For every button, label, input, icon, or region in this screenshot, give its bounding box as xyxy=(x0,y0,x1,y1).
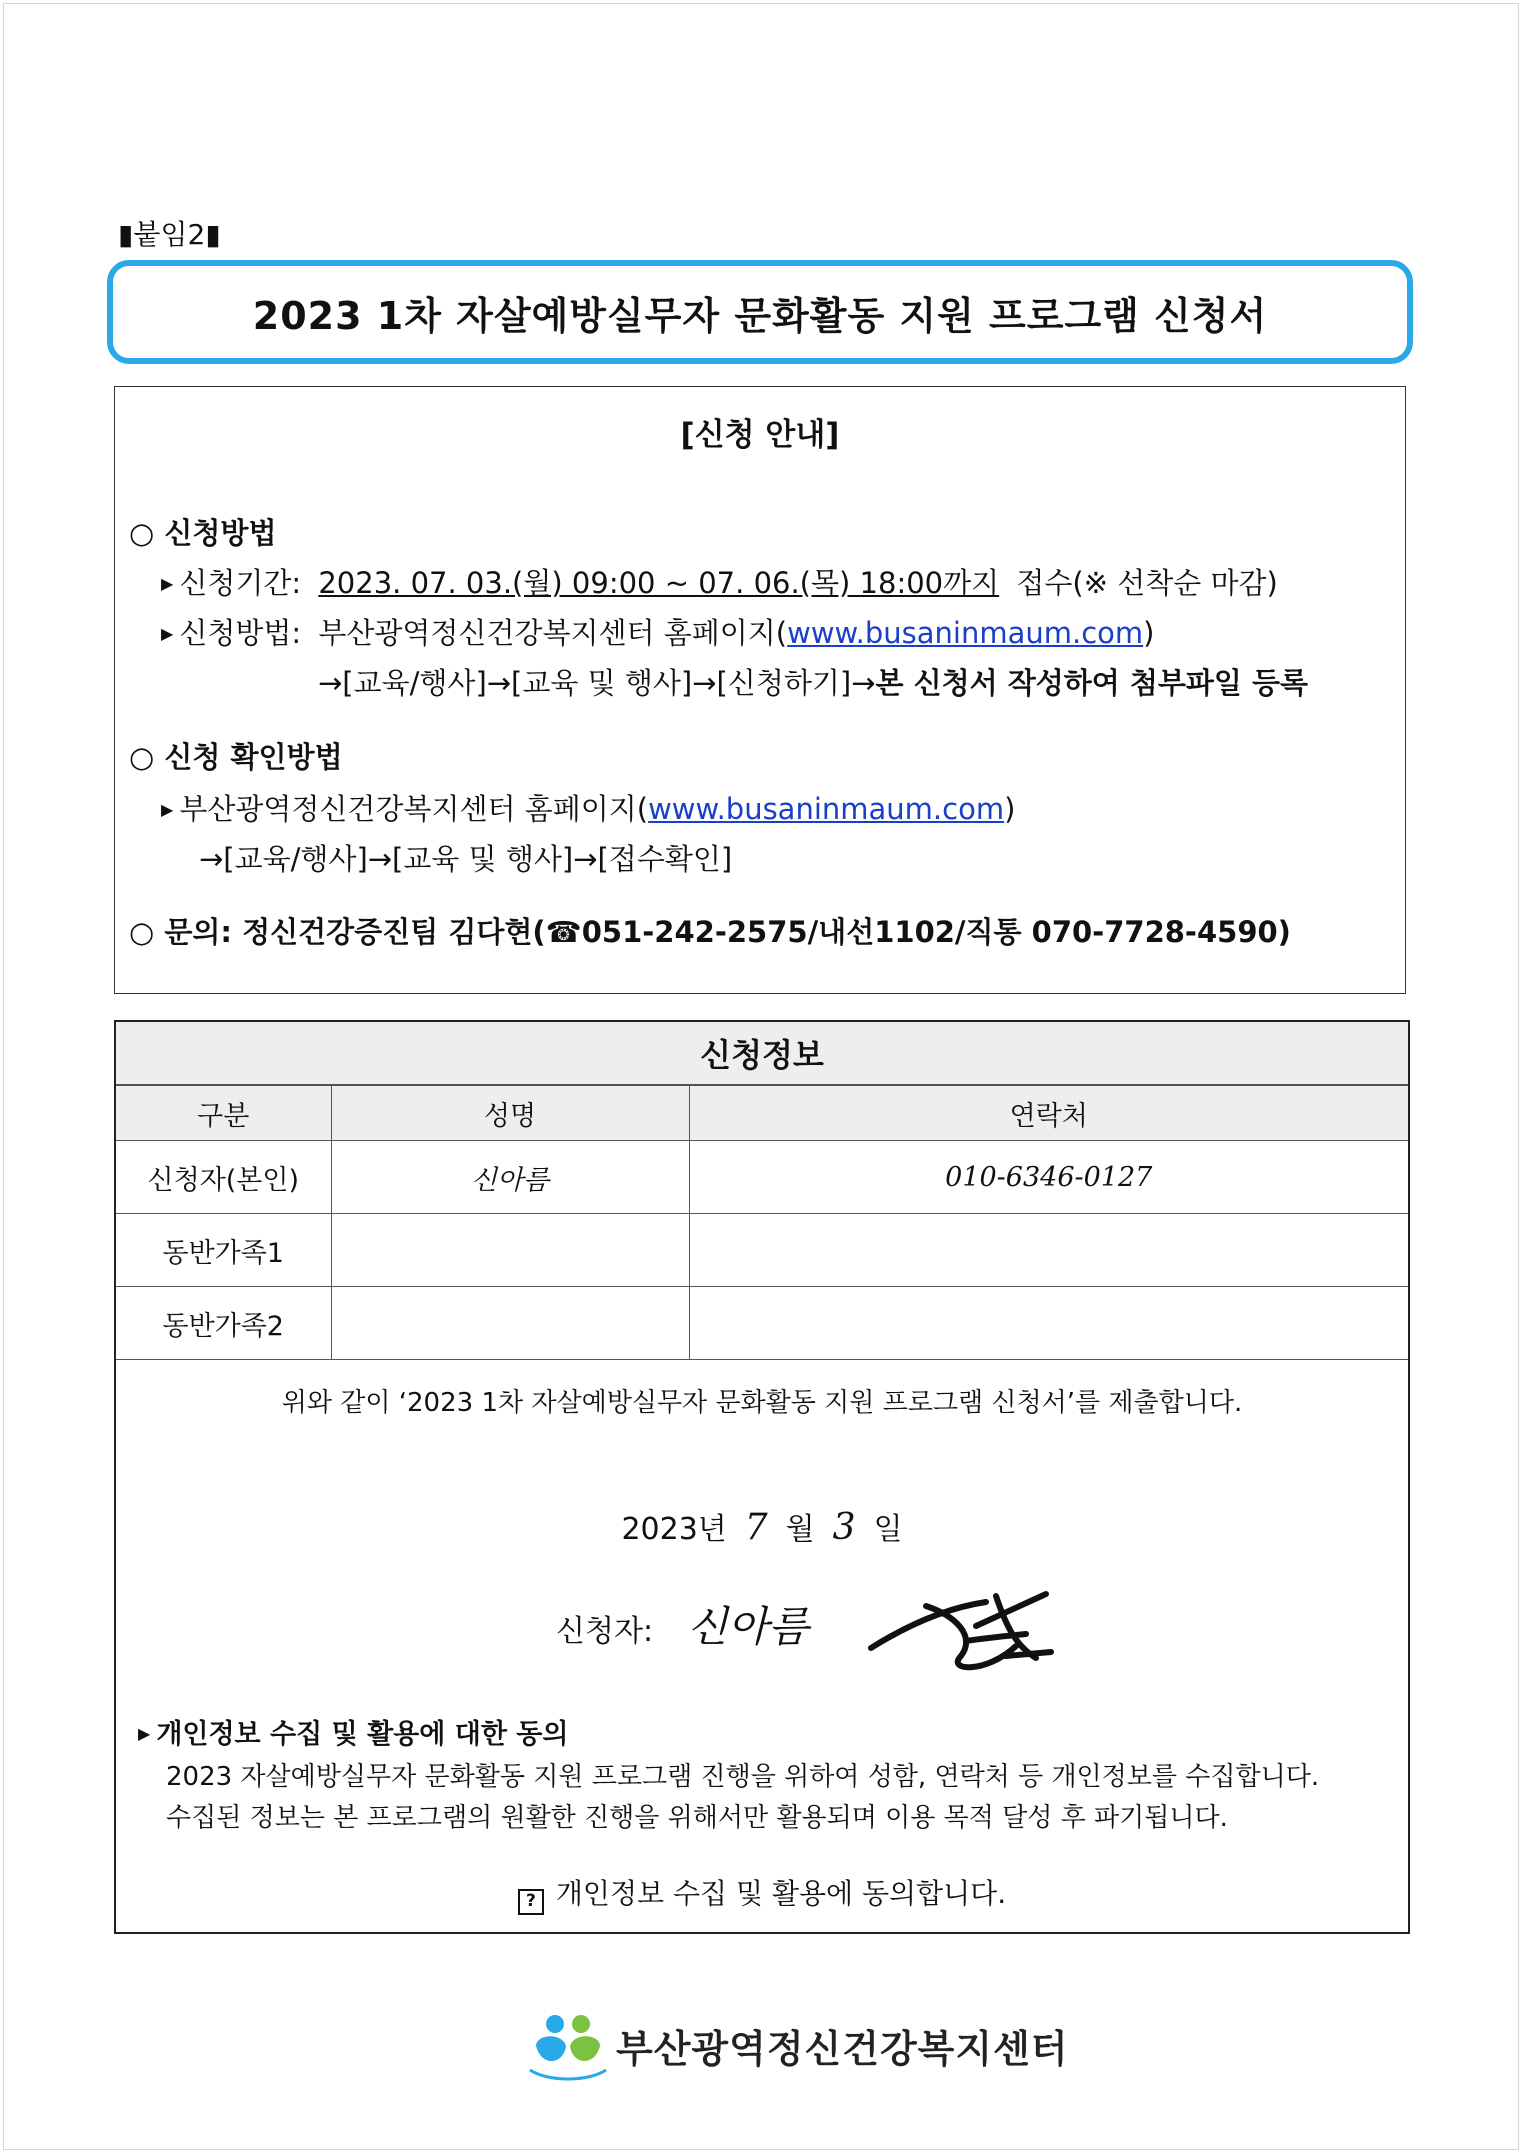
method-path-bold: 본 신청서 작성하여 첨부파일 등록 xyxy=(875,666,1309,700)
agree-line xyxy=(116,1872,1408,1915)
guide-heading: [신청 안내] xyxy=(680,417,840,453)
contact-line: ○ 문의: 정신건강증진팀 김다현(☎051-242-2575/내선1102/직통 070-7728-4590) xyxy=(129,915,1291,949)
contact-field[interactable] xyxy=(689,1214,1408,1287)
title-box xyxy=(107,260,1413,364)
date-year: 2023년 xyxy=(621,1512,727,1547)
name-field[interactable] xyxy=(331,1287,689,1360)
period-value: 2023. 07. 03.(월) 09:00 ~ 07. 06.(목) 18:00까지 xyxy=(318,566,1000,600)
method-line xyxy=(161,611,1154,652)
method-label: 신청방법: xyxy=(179,616,302,650)
confirm-value: 부산광역정신건강복지센터 홈페이지( xyxy=(179,792,649,826)
consent-checkbox[interactable]: ? xyxy=(518,1889,544,1915)
info-header: 신청정보 xyxy=(116,1022,1408,1085)
period-label: 신청기간: xyxy=(179,566,302,600)
name-field[interactable]: 신아름 xyxy=(331,1141,689,1214)
date-month[interactable]: 7 xyxy=(744,1507,768,1548)
consent-text-line1: 2023 자살예방실무자 문화활동 지원 프로그램 진행을 위하여 성함, 연락처 등 개인정보를 수집합니다. xyxy=(166,1762,1320,1792)
busan-maum-logo-icon xyxy=(528,2006,608,2084)
application-info-box xyxy=(114,1020,1410,1934)
table-row xyxy=(116,1214,1408,1287)
date-day[interactable]: 3 xyxy=(832,1507,856,1548)
applicant-line xyxy=(556,1594,809,1654)
guide-box xyxy=(114,386,1406,994)
document-title: 2023 1차 자살예방실무자 문화활동 지원 프로그램 신청서 xyxy=(252,293,1268,338)
footer xyxy=(528,2006,1069,2084)
column-header-name: 성명 xyxy=(331,1086,689,1141)
confirm-line xyxy=(161,787,1015,828)
confirm-link[interactable]: www.busaninmaum.com xyxy=(648,792,1005,826)
method-close: ) xyxy=(1143,616,1155,650)
period-suffix: 접수(※ 선착순 마감) xyxy=(1016,566,1278,600)
contact-field[interactable] xyxy=(689,1287,1408,1360)
table-header-row xyxy=(116,1086,1408,1141)
bullet-icon: ▶ xyxy=(138,1724,151,1743)
confirm-title: ○ 신청 확인방법 xyxy=(129,740,343,774)
name-field[interactable] xyxy=(331,1214,689,1287)
consent-text-line2: 수집된 정보는 본 프로그램의 원활한 진행을 위해서만 활용되며 이용 목적 달성 후 파기됩니다. xyxy=(166,1803,1228,1833)
date-line xyxy=(116,1504,1408,1548)
bullet-icon: ▶ xyxy=(161,800,174,819)
bullet-icon: ▶ xyxy=(161,624,174,643)
contact-field[interactable]: 010-6346-0127 xyxy=(689,1141,1408,1214)
homepage-link[interactable]: www.busaninmaum.com xyxy=(787,616,1144,650)
row-category: 동반가족2 xyxy=(116,1287,331,1360)
column-header-category: 구분 xyxy=(116,1086,331,1141)
organization-name: 부산광역정신건강복지센터 xyxy=(616,2026,1069,2071)
attachment-label: ▮붙임2▮ xyxy=(118,218,221,251)
method-title: ○ 신청방법 xyxy=(129,516,277,550)
applicant-name[interactable]: 신아름 xyxy=(687,1602,809,1651)
method-value: 부산광역정신건강복지센터 홈페이지( xyxy=(318,616,788,650)
agree-text: 개인정보 수집 및 활용에 동의합니다. xyxy=(555,1877,1007,1910)
method-path xyxy=(318,661,1308,702)
submit-statement: 위와 같이 ‘2023 1차 자살예방실무자 문화활동 지원 프로그램 신청서’를 제출합니다. xyxy=(281,1388,1243,1418)
row-category: 신청자(본인) xyxy=(116,1141,331,1214)
table-row xyxy=(116,1141,1408,1214)
applicant-label: 신청자: xyxy=(556,1614,654,1649)
period-line xyxy=(161,561,1278,602)
applicant-table xyxy=(116,1085,1408,1360)
column-header-contact: 연락처 xyxy=(689,1086,1408,1141)
consent-title: ▶ 개인정보 수집 및 활용에 대한 동의 xyxy=(138,1719,569,1750)
date-month-unit: 월 xyxy=(785,1512,815,1547)
table-row xyxy=(116,1287,1408,1360)
date-day-unit: 일 xyxy=(873,1512,903,1547)
confirm-path: →[교육/행사]→[교육 및 행사]→[접수확인] xyxy=(199,842,733,876)
method-path-text: →[교육/행사]→[교육 및 행사]→[신청하기]→ xyxy=(318,666,876,700)
signature-image[interactable] xyxy=(866,1586,1056,1676)
row-category: 동반가족1 xyxy=(116,1214,331,1287)
bullet-icon: ▶ xyxy=(161,574,174,593)
confirm-close: ) xyxy=(1004,792,1016,826)
